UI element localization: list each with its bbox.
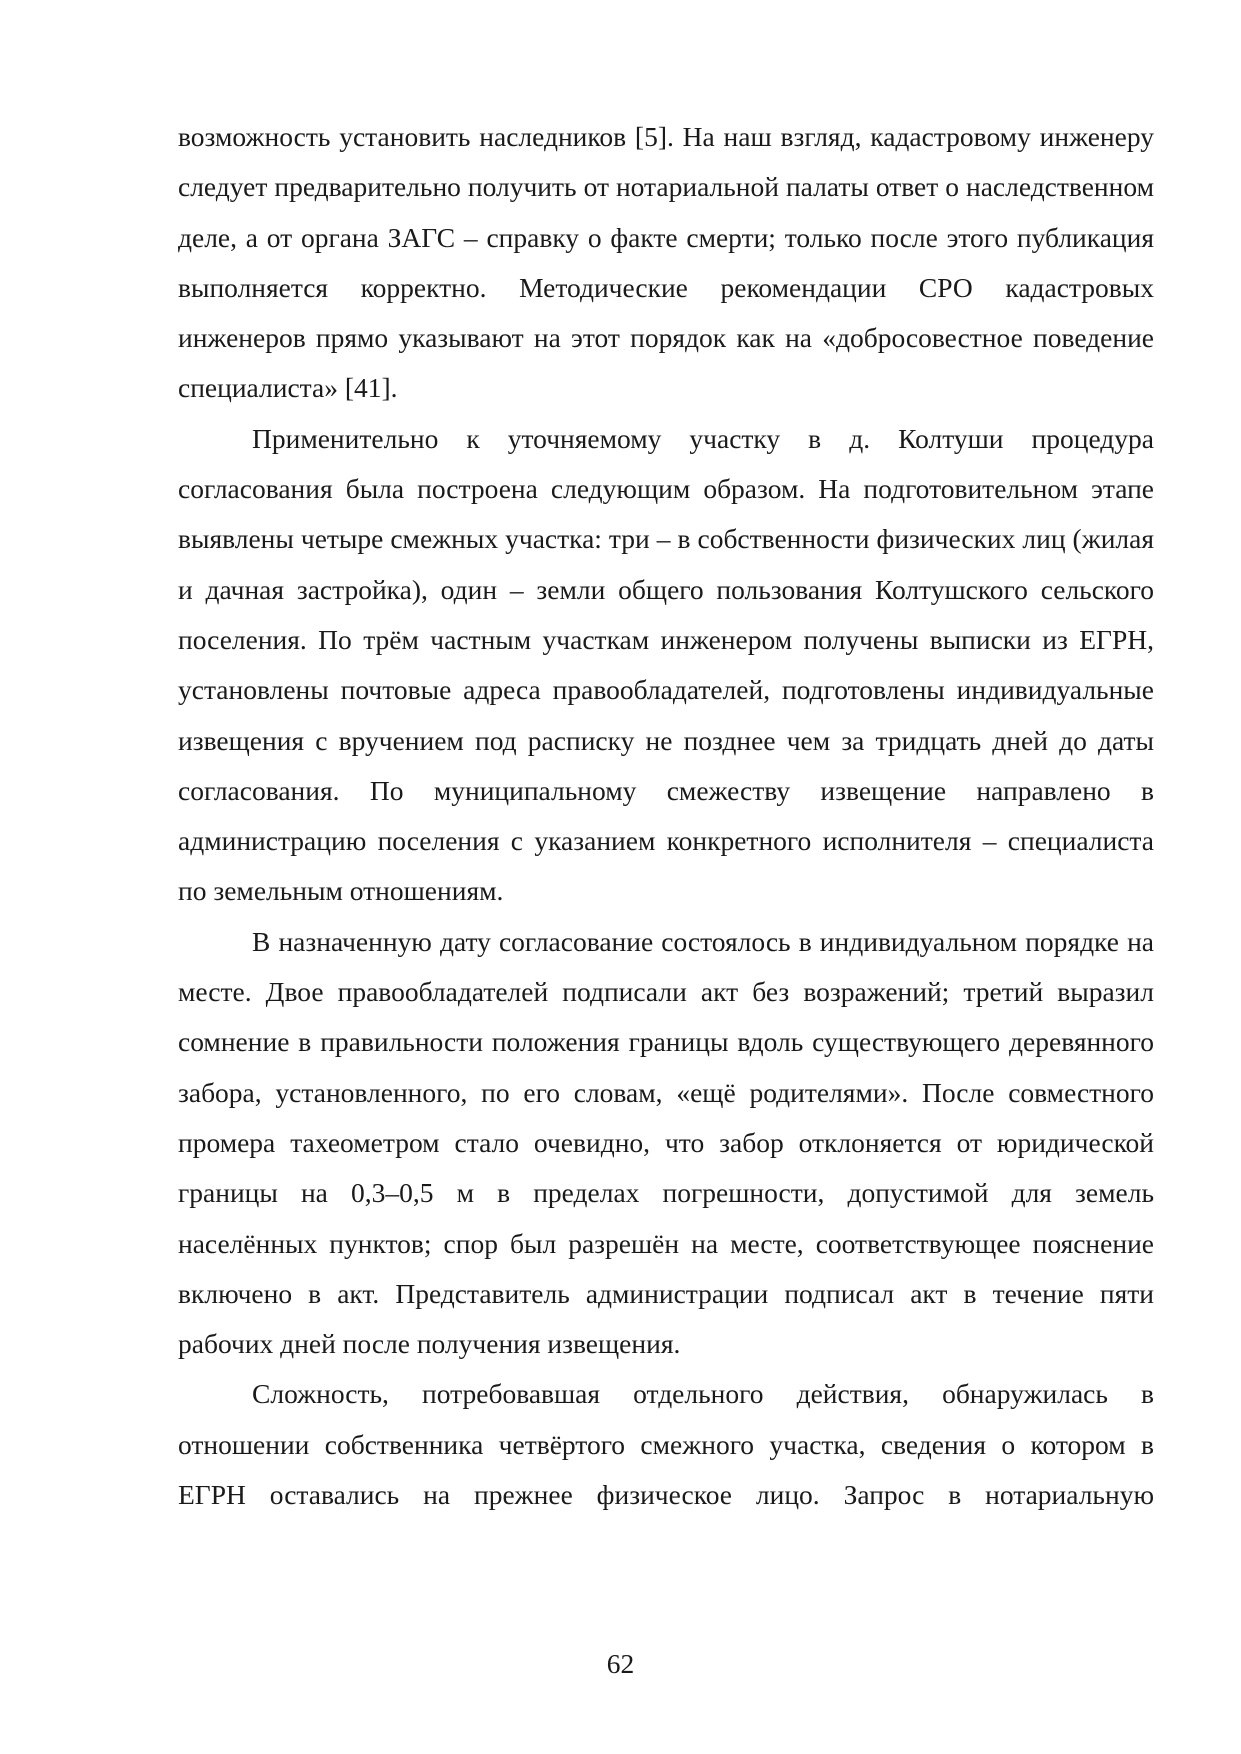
paragraph-koltushi-procedure: Применительно к уточняемому участку в д. Колтуши процедура согласования была построена следующим образом. На подготовительном этапе выявлены четыре смежных участка: три – в собственности физических лиц (жилая и дачная застройка), один – земли общего пользования Колтушского сельского поселения. По трём частным участкам инженером получены выписки из ЕГРН, установлены почтовые адреса правообладателей, подготовлены индивидуальные извещения с вручением под расписку не позднее чем за тридцать дней до даты согласования. По муниципальному смежеству извещение направлено в администрацию поселения с указанием конкретного исполнителя – специалиста по земельным отношениям. [178,422,1154,907]
document-body [178,112,1154,1520]
paragraph-fourth-owner: Сложность, потребовавшая отдельного действия, обнаружилась в отношении собственника четвёртого смежного участка, сведения о котором в ЕГРН оставались на прежнее физическое лицо. Запрос в нотариальную [178,1378,1154,1511]
page-number: 62 [606,1648,635,1679]
paragraph-approval-meeting: В назначенную дату согласование состоялось в индивидуальном порядке на месте. Двое правообладателей подписали акт без возражений; третий выразил сомнение в правильности положения границы вдоль существующего деревянного забора, установленного, по его словам, «ещё родителями». После совместного промера тахеометром стало очевидно, что забор отклоняется от юридической границы на 0,3–0,5 м в пределах погрешности, допустимой для земель населённых пунктов; спор был разрешён на месте, соответствующее пояснение включено в акт. Представитель администрации подписал акт в течение пяти рабочих дней после получения извещения. [178,925,1154,1360]
paragraph-continuation: возможность установить наследников [5]. На наш взгляд, кадастровому инженеру следует предварительно получить от нотариальной палаты ответ о наследственном деле, а от органа ЗАГС – справку о факте смерти; только после этого публикация выполняется корректно. Методические рекомендации СРО кадастровых инженеров прямо указывают на этот порядок как на «добросовестное поведение специалиста» [41]. [178,121,1154,404]
